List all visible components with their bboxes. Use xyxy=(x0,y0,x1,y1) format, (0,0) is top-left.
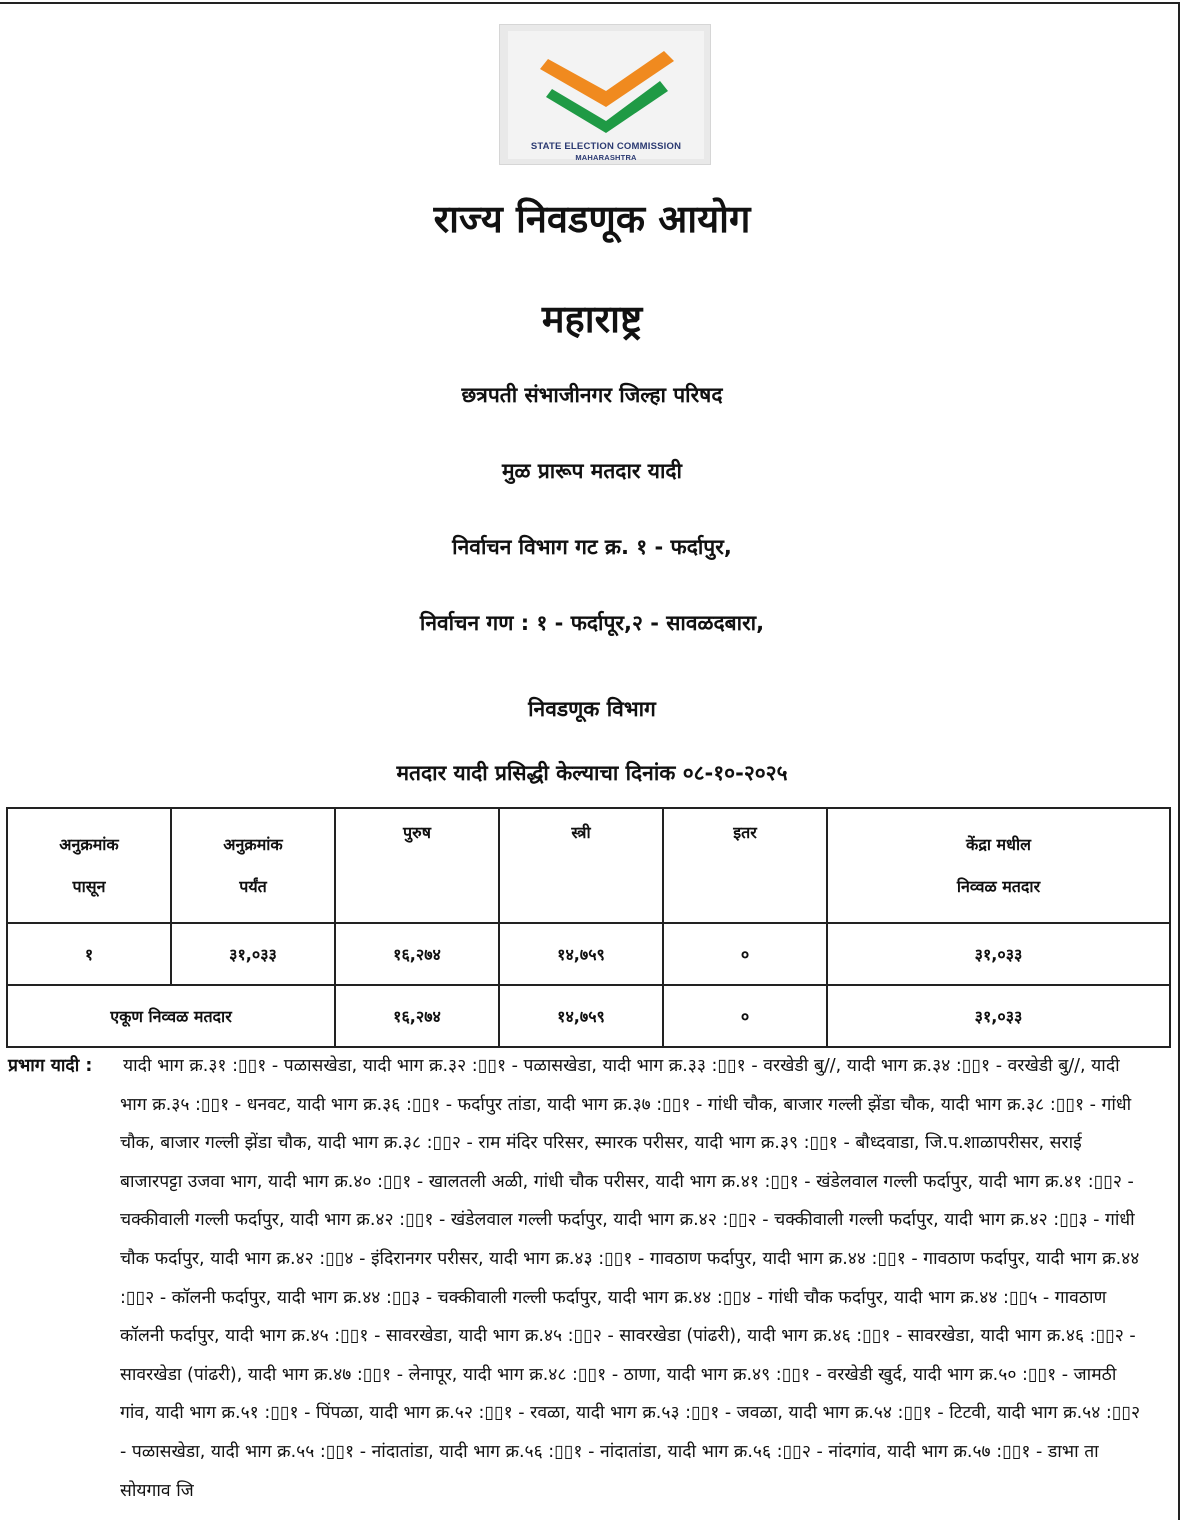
total-net: ३१,०३३ xyxy=(827,985,1170,1047)
prabhag-text: यादी भाग क्र.३१ :▯▯१ - पळासखेडा, यादी भाग क्र.३२ :▯▯१ - पळासखेडा, यादी भाग क्र.३३ :▯▯१ - वरखेडी बु//, यादी भाग क्र.३४ :▯▯१ - वरखेडी बु//, यादी भाग क्र.३५ :▯▯१ - धनवट, यादी भाग क्र.३६ :▯▯१ - फर्दापुर तांडा, यादी भाग क्र.३७ :▯▯१ - गांधी चौक, बाजार गल्ली झेंडा चौक, यादी भाग क्र.३८ :▯▯१ - गांधी चौक, बाजार गल्ली झेंडा चौक, यादी भाग क्र.३८ :▯▯२ - राम मंदिर परिसर, स्मारक परीसर, यादी भाग क्र.३९ :▯▯१ - बौध्दवाडा, जि.प.शाळापरीसर, सराई बाजारपट्टा उजवा भाग, यादी भाग क्र.४० :▯▯१ - खालतली अळी, गांधी चौक परीसर, यादी भाग क्र.४१ :▯▯१ - खंडेलवाल गल्ली फर्दापुर, यादी भाग क्र.४१ :▯▯२ - चक्कीवाली गल्ली फर्दापुर, यादी भाग क्र.४२ :▯▯१ - खंडेलवाल गल्ली फर्दापुर, यादी भाग क्र.४२ :▯▯२ - चक्कीवाली गल्ली फर्दापुर, यादी भाग क्र.४२ :▯▯३ - गांधी चौक फर्दापुर, यादी भाग क्र.४२ :▯▯४ - इंदिरानगर परीसर, यादी भाग क्र.४३ :▯▯१ - गावठाण फर्दापुर, यादी भाग क्र.४४ :▯▯१ - गावठाण फर्दापुर, यादी भाग क्र.४४ :▯▯२ - कॉलनी फर्दापुर, यादी भाग क्र.४४ :▯▯३ - चक्कीवाली गल्ली फर्दापुर, यादी भाग क्र.४४ :▯▯४ - गांधी चौक फर्दापुर, यादी भाग क्र.४४ :▯▯५ - गावठाण कॉलनी फर्दापुर, यादी भाग क्र.४५ :▯▯१ - सावरखेडा, यादी भाग क्र.४५ :▯▯२ - सावरखेडा (पांढरी), यादी भाग क्र.४६ :▯▯१ - सावरखेडा, यादी भाग क्र.४६ :▯▯२ - सावरखेडा (पांढरी), यादी भाग क्र.४७ :▯▯१ - लेनापूर, यादी भाग क्र.४८ :▯▯१ - ठाणा, यादी भाग क्र.४९ :▯▯१ - वरखेडी खुर्द, यादी भाग क्र.५० :▯▯१ - जामठी गांव, यादी भाग क्र.५१ :▯▯१ - पिंपळा, यादी भाग क्र.५२ :▯▯१ - रवळा, यादी भाग क्र.५३ :▯▯१ - जवळा, यादी भाग क्र.५४ :▯▯१ - टिटवी, यादी भाग क्र.५४ :▯▯२ - पळासखेडा, यादी भाग क्र.५५ :▯▯१ - नांदातांडा, यादी भाग क्र.५६ :▯▯१ - नांदातांडा, यादी भाग क्र.५६ :▯▯२ - नांदगांव, यादी भाग क्र.५७ :▯▯१ - डाभा ता सोयगाव जि xyxy=(120,1056,1141,1501)
logo-green-stripe xyxy=(546,81,668,133)
header-female-label: स्त्री xyxy=(571,823,591,842)
list-name: मुळ प्रारूप मतदार यादी xyxy=(502,459,682,483)
table-row xyxy=(7,923,1170,985)
header-center-net xyxy=(827,808,1170,923)
cell-female: १४,७५९ xyxy=(499,923,663,985)
header-center-line1: केंद्रा मधील xyxy=(966,834,1031,854)
logo-chevron-icon xyxy=(508,31,704,159)
total-male: १६,२७४ xyxy=(335,985,499,1047)
cell-other: ० xyxy=(663,923,827,985)
table-total-row xyxy=(7,985,1170,1047)
prabhag-label: प्रभाग यादी : xyxy=(8,1056,93,1076)
voter-count-table xyxy=(6,807,1171,1048)
logo-caption-line2: MAHARASHTRA xyxy=(575,153,637,162)
page-title: राज्य निवडणूक आयोग xyxy=(433,197,751,241)
header-to-line2: पर्यंत xyxy=(239,876,267,896)
cell-from: १ xyxy=(7,923,171,985)
header-male xyxy=(335,808,499,923)
total-label: एकूण निव्वळ मतदार xyxy=(7,985,335,1047)
zilla-parishad: छत्रपती संभाजीनगर जिल्हा परिषद xyxy=(461,383,723,407)
header-female xyxy=(499,808,663,923)
header-center-line2: निव्वळ मतदार xyxy=(956,876,1041,896)
header-male-label: पुरुष xyxy=(403,823,431,842)
header-from-line1: अनुक्रमांक xyxy=(59,834,119,854)
header-other xyxy=(663,808,827,923)
logo-background xyxy=(508,31,704,162)
logo-caption-line1: STATE ELECTION COMMISSION xyxy=(530,141,682,152)
election-section: निवडणूक विभाग xyxy=(528,697,656,721)
cell-total: ३१,०३३ xyxy=(827,923,1170,985)
header-to xyxy=(171,808,335,923)
header-from-line2: पासून xyxy=(72,876,106,896)
cell-male: १६,२७४ xyxy=(335,923,499,985)
total-other: ० xyxy=(663,985,827,1047)
header-other-label: इतर xyxy=(733,823,757,842)
election-division: निर्वाचन विभाग गट क्र. १ - फर्दापुर, xyxy=(452,535,732,559)
publish-date: मतदार यादी प्रसिद्धी केल्याचा दिनांक ०८-१०-२०२५ xyxy=(396,761,788,785)
cell-to: ३१,०३३ xyxy=(171,923,335,985)
total-female: १४,७५९ xyxy=(499,985,663,1047)
header-from xyxy=(7,808,171,923)
state-name: महाराष्ट्र xyxy=(541,297,643,341)
table-header-row xyxy=(7,808,1170,923)
sec-logo xyxy=(499,24,711,165)
election-gan: निर्वाचन गण : १ - फर्दापूर,२ - सावळदबारा, xyxy=(419,611,765,635)
header-to-line1: अनुक्रमांक xyxy=(223,834,283,854)
